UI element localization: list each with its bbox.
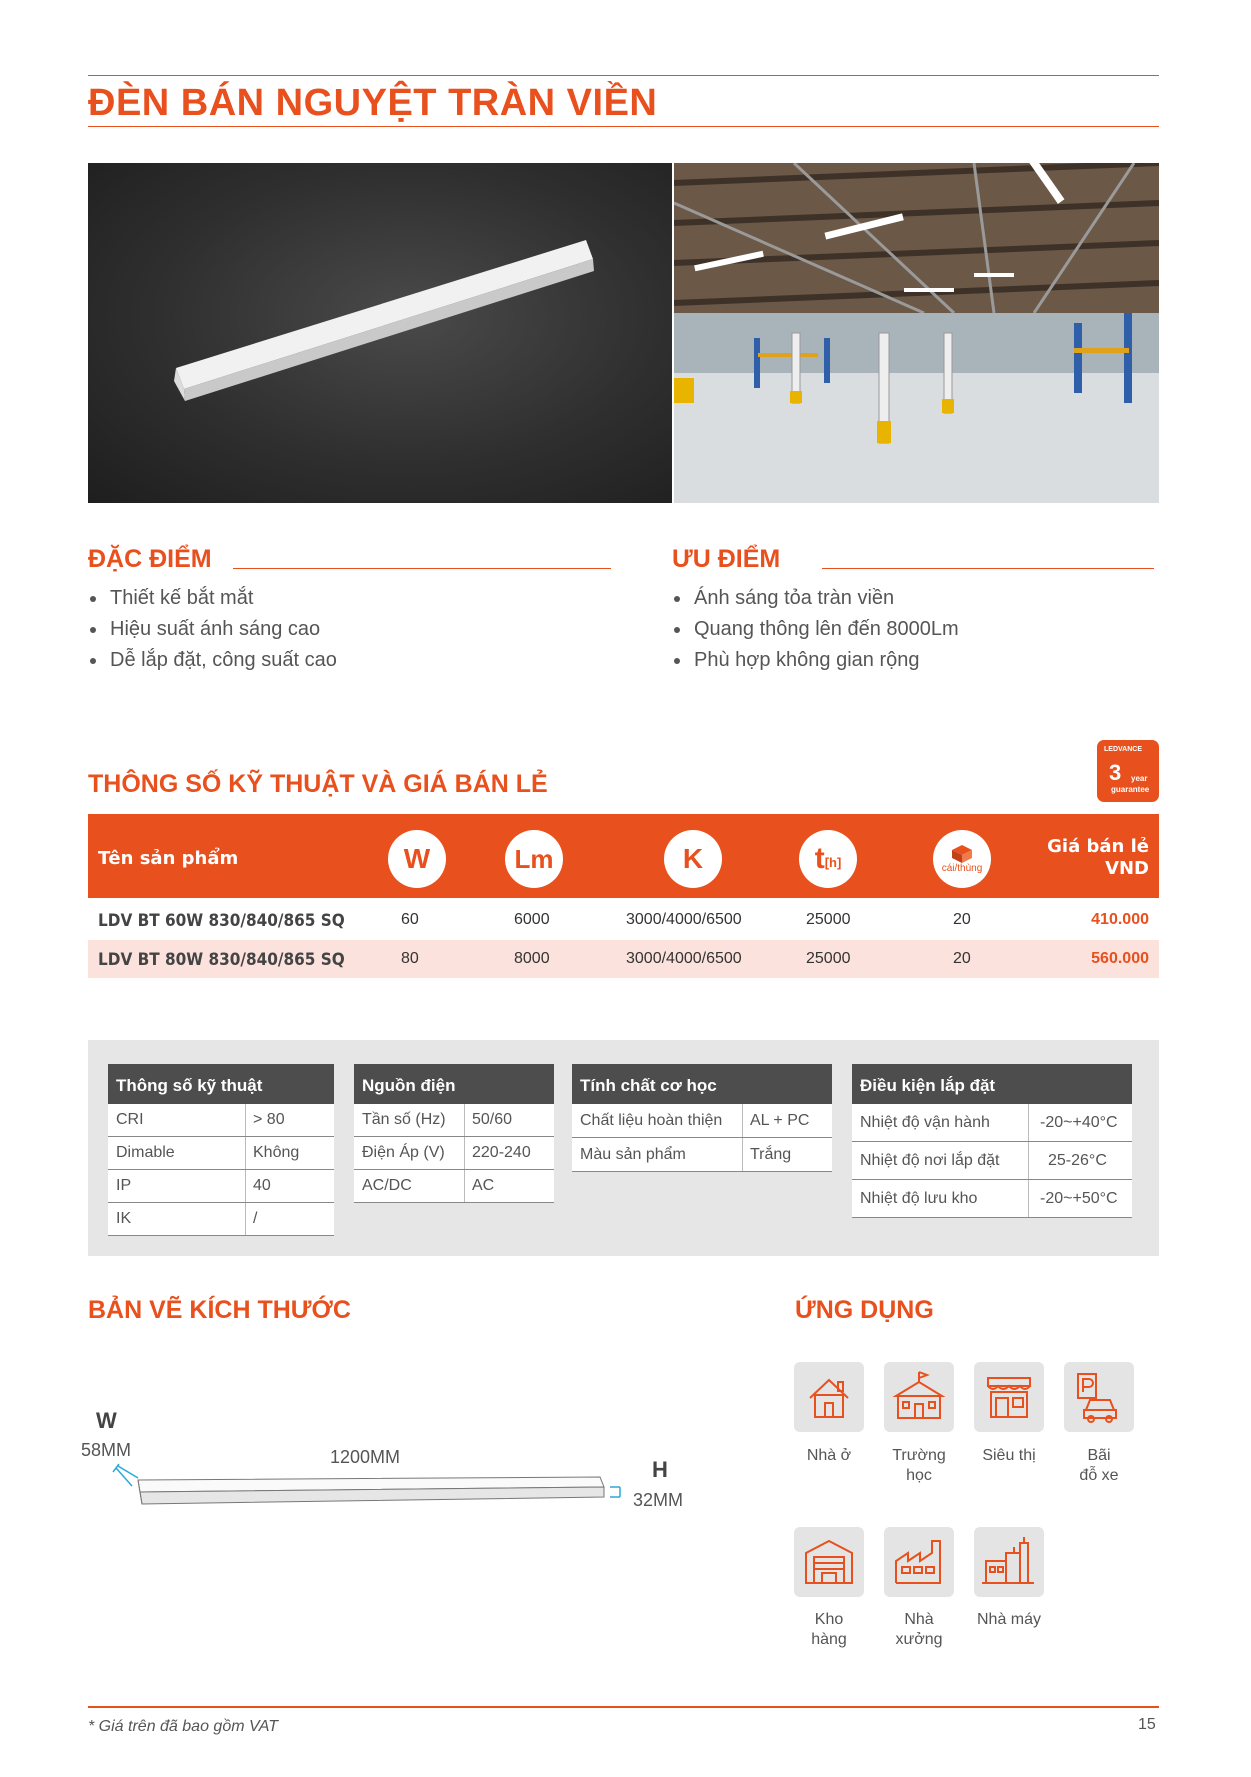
cell-price: 560.000 <box>1091 950 1149 967</box>
workshop-icon <box>884 1527 954 1597</box>
kelvin-icon <box>664 830 722 888</box>
spec-row <box>108 1170 334 1203</box>
spec-row <box>108 1104 334 1137</box>
cell-box: 20 <box>953 911 971 928</box>
spec-value: Trắng <box>750 1145 792 1163</box>
column-header-price <box>1047 836 1149 880</box>
spec-value: Không <box>253 1144 300 1161</box>
lumen-icon <box>505 830 563 888</box>
features-rule <box>233 568 611 569</box>
box-icon <box>933 830 991 888</box>
column-header-w: W <box>403 843 431 874</box>
cell-kelvin: 3000/4000/6500 <box>626 950 742 967</box>
height-value: 32MM <box>633 1490 684 1510</box>
column-header-k: K <box>682 843 704 874</box>
spec-key: AC/DC <box>362 1177 412 1194</box>
footnote: * Giá trên đã bao gồm VAT <box>88 1718 279 1735</box>
school-icon <box>884 1362 954 1432</box>
spec-key: Tần số (Hz) <box>362 1111 446 1128</box>
spec-table-mechanical <box>572 1064 832 1172</box>
spec-key: Nhiệt độ vận hành <box>860 1113 990 1131</box>
list-item: Quang thông lên đến 8000Lm <box>672 614 959 645</box>
price-header-line2: VND <box>1105 858 1149 879</box>
app-label-workshop: Nhà xưởng <box>895 1611 943 1648</box>
dimension-drawing <box>110 1460 630 1530</box>
top-rule <box>88 75 1159 76</box>
badge-brand: LEDVANCE <box>1104 746 1142 753</box>
cell-kelvin: 3000/4000/6500 <box>626 911 742 928</box>
price-header-line1: Giá bán lẻ <box>1047 836 1149 857</box>
advantages-list <box>672 583 959 676</box>
badge-year-word: year <box>1131 774 1148 783</box>
features-list <box>88 583 337 676</box>
column-header-lm: Lm <box>514 843 554 874</box>
width-letter: W <box>96 1408 117 1433</box>
product-name: LDV BT 60W 830/840/865 SQ <box>98 911 345 931</box>
list-item: Phù hợp không gian rộng <box>672 645 959 676</box>
badge-years: 3 <box>1109 760 1122 785</box>
column-header-name: Tên sản phẩm <box>98 848 239 869</box>
lifetime-icon <box>799 830 857 888</box>
spec-table-power <box>354 1064 554 1203</box>
title-underline <box>88 126 1159 127</box>
column-header-box: cái/thùng <box>941 862 983 874</box>
height-letter: H <box>652 1457 668 1482</box>
spec-key: CRI <box>116 1111 144 1128</box>
table-row <box>88 901 1159 939</box>
watt-icon <box>388 830 446 888</box>
spec-value: 220-240 <box>472 1144 531 1161</box>
cell-box: 20 <box>953 950 971 967</box>
spec-value: AL + PC <box>750 1111 810 1129</box>
product-name: LDV BT 80W 830/840/865 SQ <box>98 950 345 970</box>
page-title: ĐÈN BÁN NGUYỆT TRÀN VIỀN <box>88 82 658 124</box>
list-item: Thiết kế bắt mắt <box>88 583 337 614</box>
cell-lumen: 6000 <box>514 911 550 928</box>
spec-table-title: Tính chất cơ học <box>572 1064 832 1104</box>
supermarket-icon <box>974 1362 1044 1432</box>
spec-row <box>572 1138 832 1172</box>
spec-table-installation <box>852 1064 1132 1218</box>
applications-heading: ỨNG DỤNG <box>795 1296 934 1324</box>
spec-key: Dimable <box>116 1144 175 1161</box>
spec-value: -20~+40°C <box>1040 1113 1118 1131</box>
spec-row <box>108 1137 334 1170</box>
page-number: 15 <box>1138 1716 1156 1733</box>
app-label-school: Trường học <box>892 1447 946 1484</box>
app-label-factory: Nhà máy <box>976 1611 1042 1628</box>
spec-key: Điện Áp (V) <box>362 1144 445 1161</box>
spec-panel <box>88 1040 1159 1256</box>
app-label-house: Nhà ở <box>806 1447 852 1464</box>
spec-table-title: Nguồn điện <box>354 1064 554 1104</box>
badge-guarantee: guarantee <box>1111 785 1150 794</box>
spec-key: IP <box>116 1177 132 1194</box>
column-header-t: t <box>814 842 825 875</box>
spec-row <box>354 1170 554 1203</box>
length-value: 1200MM <box>330 1447 401 1467</box>
cell-life: 25000 <box>806 911 851 928</box>
factory-icon <box>974 1527 1044 1597</box>
spec-row <box>852 1180 1132 1218</box>
spec-row <box>108 1203 334 1236</box>
parking-icon <box>1064 1362 1134 1432</box>
spec-value: > 80 <box>253 1111 285 1128</box>
spec-table-title: Thông số kỹ thuật <box>108 1064 334 1104</box>
spec-value: AC <box>472 1177 495 1194</box>
cell-life: 25000 <box>806 950 851 967</box>
guarantee-badge <box>1097 740 1159 802</box>
cell-price: 410.000 <box>1091 911 1149 928</box>
house-icon <box>794 1362 864 1432</box>
spec-row <box>852 1104 1132 1142</box>
width-value: 58MM <box>81 1440 132 1460</box>
cell-watt: 60 <box>401 911 419 928</box>
advantages-rule <box>822 568 1154 569</box>
spec-key: IK <box>116 1210 132 1227</box>
list-item: Ánh sáng tỏa tràn viền <box>672 583 959 614</box>
spec-key: Nhiệt độ lưu kho <box>860 1189 978 1207</box>
spec-key: Nhiệt độ nơi lắp đặt <box>860 1151 1000 1169</box>
table-row <box>88 940 1159 978</box>
spec-table-technical <box>108 1064 334 1236</box>
spec-price-heading: THÔNG SỐ KỸ THUẬT VÀ GIÁ BÁN LẺ <box>88 770 548 798</box>
spec-value: / <box>253 1210 258 1227</box>
spec-value: -20~+50°C <box>1040 1189 1118 1207</box>
features-heading: ĐẶC ĐIỂM <box>88 545 212 573</box>
spec-value: 25-26°C <box>1048 1151 1107 1169</box>
advantages-heading: ƯU ĐIỂM <box>672 545 781 573</box>
app-label-parking: Bãi đỗ xe <box>1079 1447 1119 1484</box>
cell-watt: 80 <box>401 950 419 967</box>
column-header-t-unit: [h] <box>824 854 842 870</box>
spec-key: Màu sản phẩm <box>580 1145 686 1163</box>
spec-row <box>354 1137 554 1170</box>
spec-value: 40 <box>253 1177 271 1194</box>
app-label-warehouse: Kho hàng <box>811 1611 847 1648</box>
product-photo <box>88 163 672 503</box>
dimension-heading: BẢN VẼ KÍCH THƯỚC <box>88 1296 351 1324</box>
cell-lumen: 8000 <box>514 950 550 967</box>
spec-value: 50/60 <box>472 1111 513 1128</box>
list-item: Dễ lắp đặt, công suất cao <box>88 645 337 676</box>
spec-table-title: Điều kiện lắp đặt <box>852 1064 1132 1104</box>
spec-row <box>852 1142 1132 1180</box>
list-item: Hiệu suất ánh sáng cao <box>88 614 337 645</box>
spec-key: Chất liệu hoàn thiện <box>580 1111 723 1129</box>
warehouse-photo <box>674 163 1159 503</box>
price-table-header <box>88 814 1159 898</box>
footer-rule <box>88 1706 1159 1708</box>
app-label-supermarket: Siêu thị <box>982 1447 1036 1464</box>
spec-row <box>572 1104 832 1138</box>
spec-row <box>354 1104 554 1137</box>
warehouse-icon <box>794 1527 864 1597</box>
